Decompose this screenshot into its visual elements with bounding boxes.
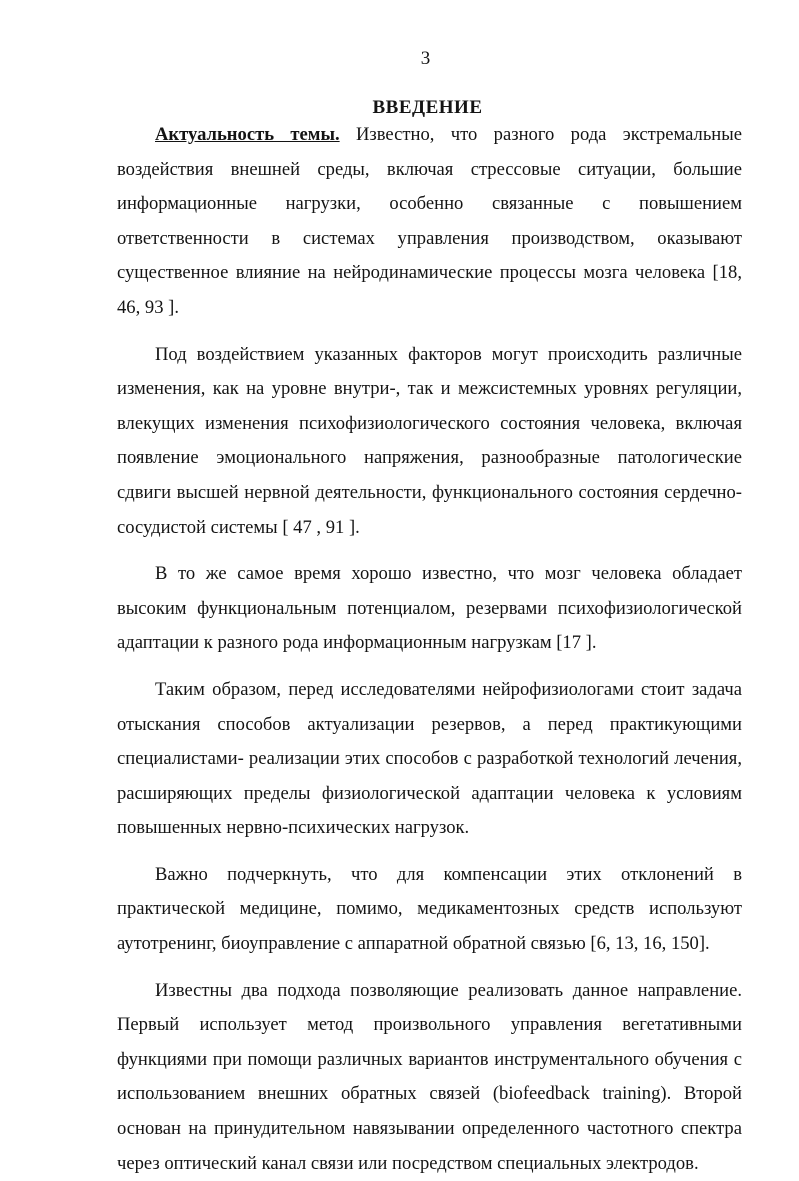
paragraph-text: Важно подчеркнуть, что для компенсации этих отклонений в практической медицине, помимо, медикаментозных средств используют аутотренинг, биоуправление с аппаратной обратной связью [6, 13, 16, 150]. [117, 863, 742, 955]
section-heading: ВВЕДЕНИЕ [372, 97, 483, 118]
paragraph-text: Под воздействием указанных факторов могут происходить различные изменения, как на уровне внутри-, так и межсистемных уровнях регуляции, влекущих изменения психофизиологического состояния человека, включая появление эмоционального напряжения, разнообразные патологические сдвиги высшей нервной деятельности, функционального состояния сердечно-сосудистой системы [ 47 , 91 ]. [117, 343, 742, 538]
paragraph-compensation [117, 858, 742, 962]
body-text [117, 118, 742, 1181]
page-number: 3 [420, 48, 431, 69]
paragraph-text: Известно, что разного рода экстремальные воздействия внешней среды, включая стрессовые ситуации, большие информационные нагрузки, особенно связанные с повышением ответственности в системах управления производством, оказывают существенное влияние на нейродинамические процессы мозга человека [18, 46, 93 ]. [117, 124, 742, 318]
paragraph-task [117, 673, 742, 846]
paragraph-text: В то же самое время хорошо известно, что мозг человека обладает высоким функциональным потенциалом, резервами психофизиологической адаптации к разного рода информационным нагрузкам [17 ]. [117, 563, 742, 654]
paragraph-relevance [117, 118, 742, 326]
paragraph-factors [117, 338, 742, 546]
paragraph-text: Таким образом, перед исследователями нейрофизиологами стоит задача отыскания способов актуализации резервов, а перед практикующими специалистами- реализации этих способов с разработкой технологий лечения, расширяющих пределы физиологической адаптации человека к условиям повышенных нервно-психических нагрузок. [117, 678, 742, 839]
paragraph-potential [117, 557, 742, 661]
paragraph-text: Известны два подхода позволяющие реализовать данное направление. Первый использует метод произвольного управления вегетативными функциями при помощи различных вариантов инструментального обучения с использованием внешних обратных связей (biofeedback training). Второй основан на принудительном навязывании определенного частотного спектра через оптический канал связи или посредством специальных электродов. [117, 979, 742, 1174]
relevance-term: Актуальность темы. [155, 124, 340, 145]
paragraph-approaches [117, 974, 742, 1181]
